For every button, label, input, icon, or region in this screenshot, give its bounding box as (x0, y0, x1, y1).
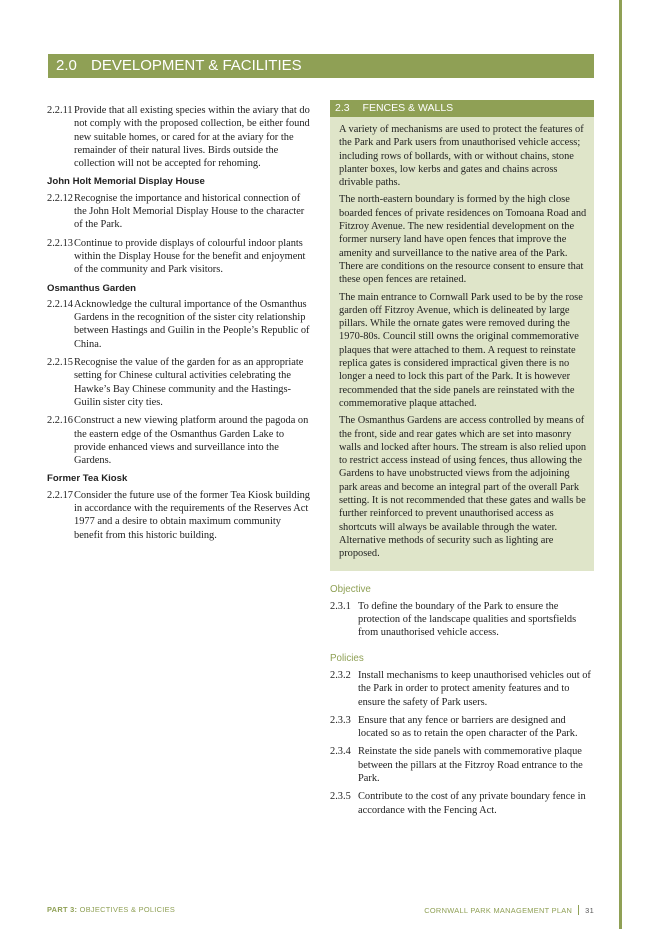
item-text: Reinstate the side panels with commemorative plaque between the pillars at the Fitzroy Road entrance to the Park. (358, 746, 583, 785)
list-item (47, 192, 311, 232)
right-column (330, 100, 594, 822)
list-item (330, 669, 594, 709)
list-item (47, 356, 311, 409)
section-number: 2.0 (56, 57, 77, 74)
footer-part-title: OBJECTIVES & POLICIES (79, 905, 176, 914)
footer-doc (424, 905, 594, 915)
page-number: 31 (585, 905, 594, 915)
item-text: Recognise the importance and historical connection of the John Holt Memorial Display House to the character of the Park. (74, 192, 305, 231)
item-text: To define the boundary of the Park to ensure the protection of the landscape qualities and sportsfields from unauthorised vehicle access. (358, 600, 577, 639)
policies-heading: Policies (330, 652, 364, 664)
list-item (330, 714, 594, 741)
list-item (47, 237, 311, 277)
footer-divider (578, 905, 579, 915)
subheading-tea-kiosk: Former Tea Kiosk (47, 473, 128, 485)
box-number: 2.3 (335, 102, 350, 114)
box-title: FENCES & WALLS (362, 102, 454, 114)
item-text: Ensure that any fence or barriers are designed and located so as to retain the open character of the Park. (358, 714, 578, 740)
subheading-osmanthus: Osmanthus Garden (47, 282, 137, 294)
item-text: Provide that all existing species within the aviary that do not comply with the proposed collection, be either found new suitable homes, or cared for at the aviary for the remainder of their natural lives. Birds outside the collection will not be accepted for rehoming. (74, 105, 310, 170)
item-number: 2.3.3 (330, 714, 351, 726)
list-item (47, 104, 311, 170)
box-paragraph: The main entrance to Cornwall Park used to be by the rose garden off Fitzroy Avenue, which is delineated by large pillars. While the ornate gates were removed during the 1970-80s. Council still owns the original commemorative plaques that were attached to them. A request to reinstate replica gates is considered impractical given there is no longer a need to lock this part of the Park. It is however recommended that the side panels are reinstated with the commemorative plaque attached. (339, 291, 583, 409)
fences-walls-box (330, 100, 594, 571)
item-text: Contribute to the cost of any private boundary fence in accordance with the Fencing Act. (358, 791, 586, 816)
item-number: 2.3.2 (330, 669, 351, 681)
footer-part (47, 905, 175, 914)
item-text: Construct a new viewing platform around the pagoda on the eastern edge of the Osmanthus Garden Lake to provide enhanced views and surveillance into the Gardens. (74, 415, 309, 467)
list-item (47, 414, 311, 467)
list-item (330, 745, 594, 785)
objective-heading: Objective (330, 583, 371, 595)
list-item (47, 489, 311, 542)
item-number: 2.2.12 (47, 192, 73, 204)
page-edge-bar (619, 0, 622, 929)
item-number: 2.2.13 (47, 237, 73, 249)
item-number: 2.2.17 (47, 489, 73, 501)
box-heading (330, 100, 594, 117)
item-text: Install mechanisms to keep unauthorised vehicles out of the Park in order to protect amenity features and to ensure the safety of Park users. (358, 669, 591, 708)
item-number: 2.3.5 (330, 791, 351, 803)
box-body (330, 117, 594, 561)
item-text: Continue to provide displays of colourful indoor plants within the Display House for the benefit and enjoyment of the community and Park visitors. (74, 237, 306, 276)
item-number: 2.2.11 (47, 105, 73, 116)
item-text: Acknowledge the cultural importance of the Osmanthus Gardens in the recognition of the sister city relationship between Hastings and Guilin in the People’s Republic of China. (74, 298, 310, 350)
box-paragraph: A variety of mechanisms are used to protect the features of the Park and Park users from unauthorised vehicle access; including rows of bollards, with or without chains, stone planter boxes, low kerbs and gates and chains across drivable paths. (339, 124, 584, 189)
box-paragraph: The Osmanthus Gardens are access controlled by means of the front, side and rear gates which are set into masonry walls and locked after hours. The stream is also relied upon to restrict access instead of using fences, thus allowing the Gardens to have unobstructed views from the adjoining park areas and become an integral part of the overall Park setting. It is not recommended that these gates and walls be further reinforced to prevent unauthorised access as shortcuts will always be available through the water. Alternative methods of security such as lighting are proposed. (339, 415, 587, 560)
box-paragraph: The north-eastern boundary is formed by the high close boarded fences of private residences on Tomoana Road and Fitzroy Avenue. The new residential development on the former nursery land have open fences that improve the amenity and surveillance to the native area of the Park. There are conditions on the resource consent to ensure that these open fences are retained. (339, 194, 587, 286)
list-item (330, 600, 594, 640)
subheading-john-holt: John Holt Memorial Display House (47, 176, 205, 188)
list-item (330, 790, 594, 817)
item-number: 2.2.15 (47, 357, 73, 369)
footer-part-label: PART 3: (47, 905, 78, 914)
item-number: 2.3.1 (330, 600, 351, 612)
item-text: Consider the future use of the former Tea Kiosk building in accordance with the requirements of the Reserves Act 1977 and a desire to obtain maximum community benefit from this historic building. (74, 489, 310, 541)
item-number: 2.2.16 (47, 415, 73, 427)
footer-doc-title: CORNWALL PARK MANAGEMENT PLAN (424, 905, 573, 915)
item-number: 2.3.4 (330, 746, 351, 758)
left-column (47, 104, 311, 547)
list-item (47, 298, 311, 351)
section-title: DEVELOPMENT & FACILITIES (91, 57, 302, 74)
item-text: Recognise the value of the garden for as an appropriate setting for Chinese cultural activities celebrating the Hawke’s Bay Chinese community and the Hastings-Guilin sister city ties. (74, 357, 304, 408)
section-header (48, 54, 594, 78)
item-number: 2.2.14 (47, 298, 73, 310)
